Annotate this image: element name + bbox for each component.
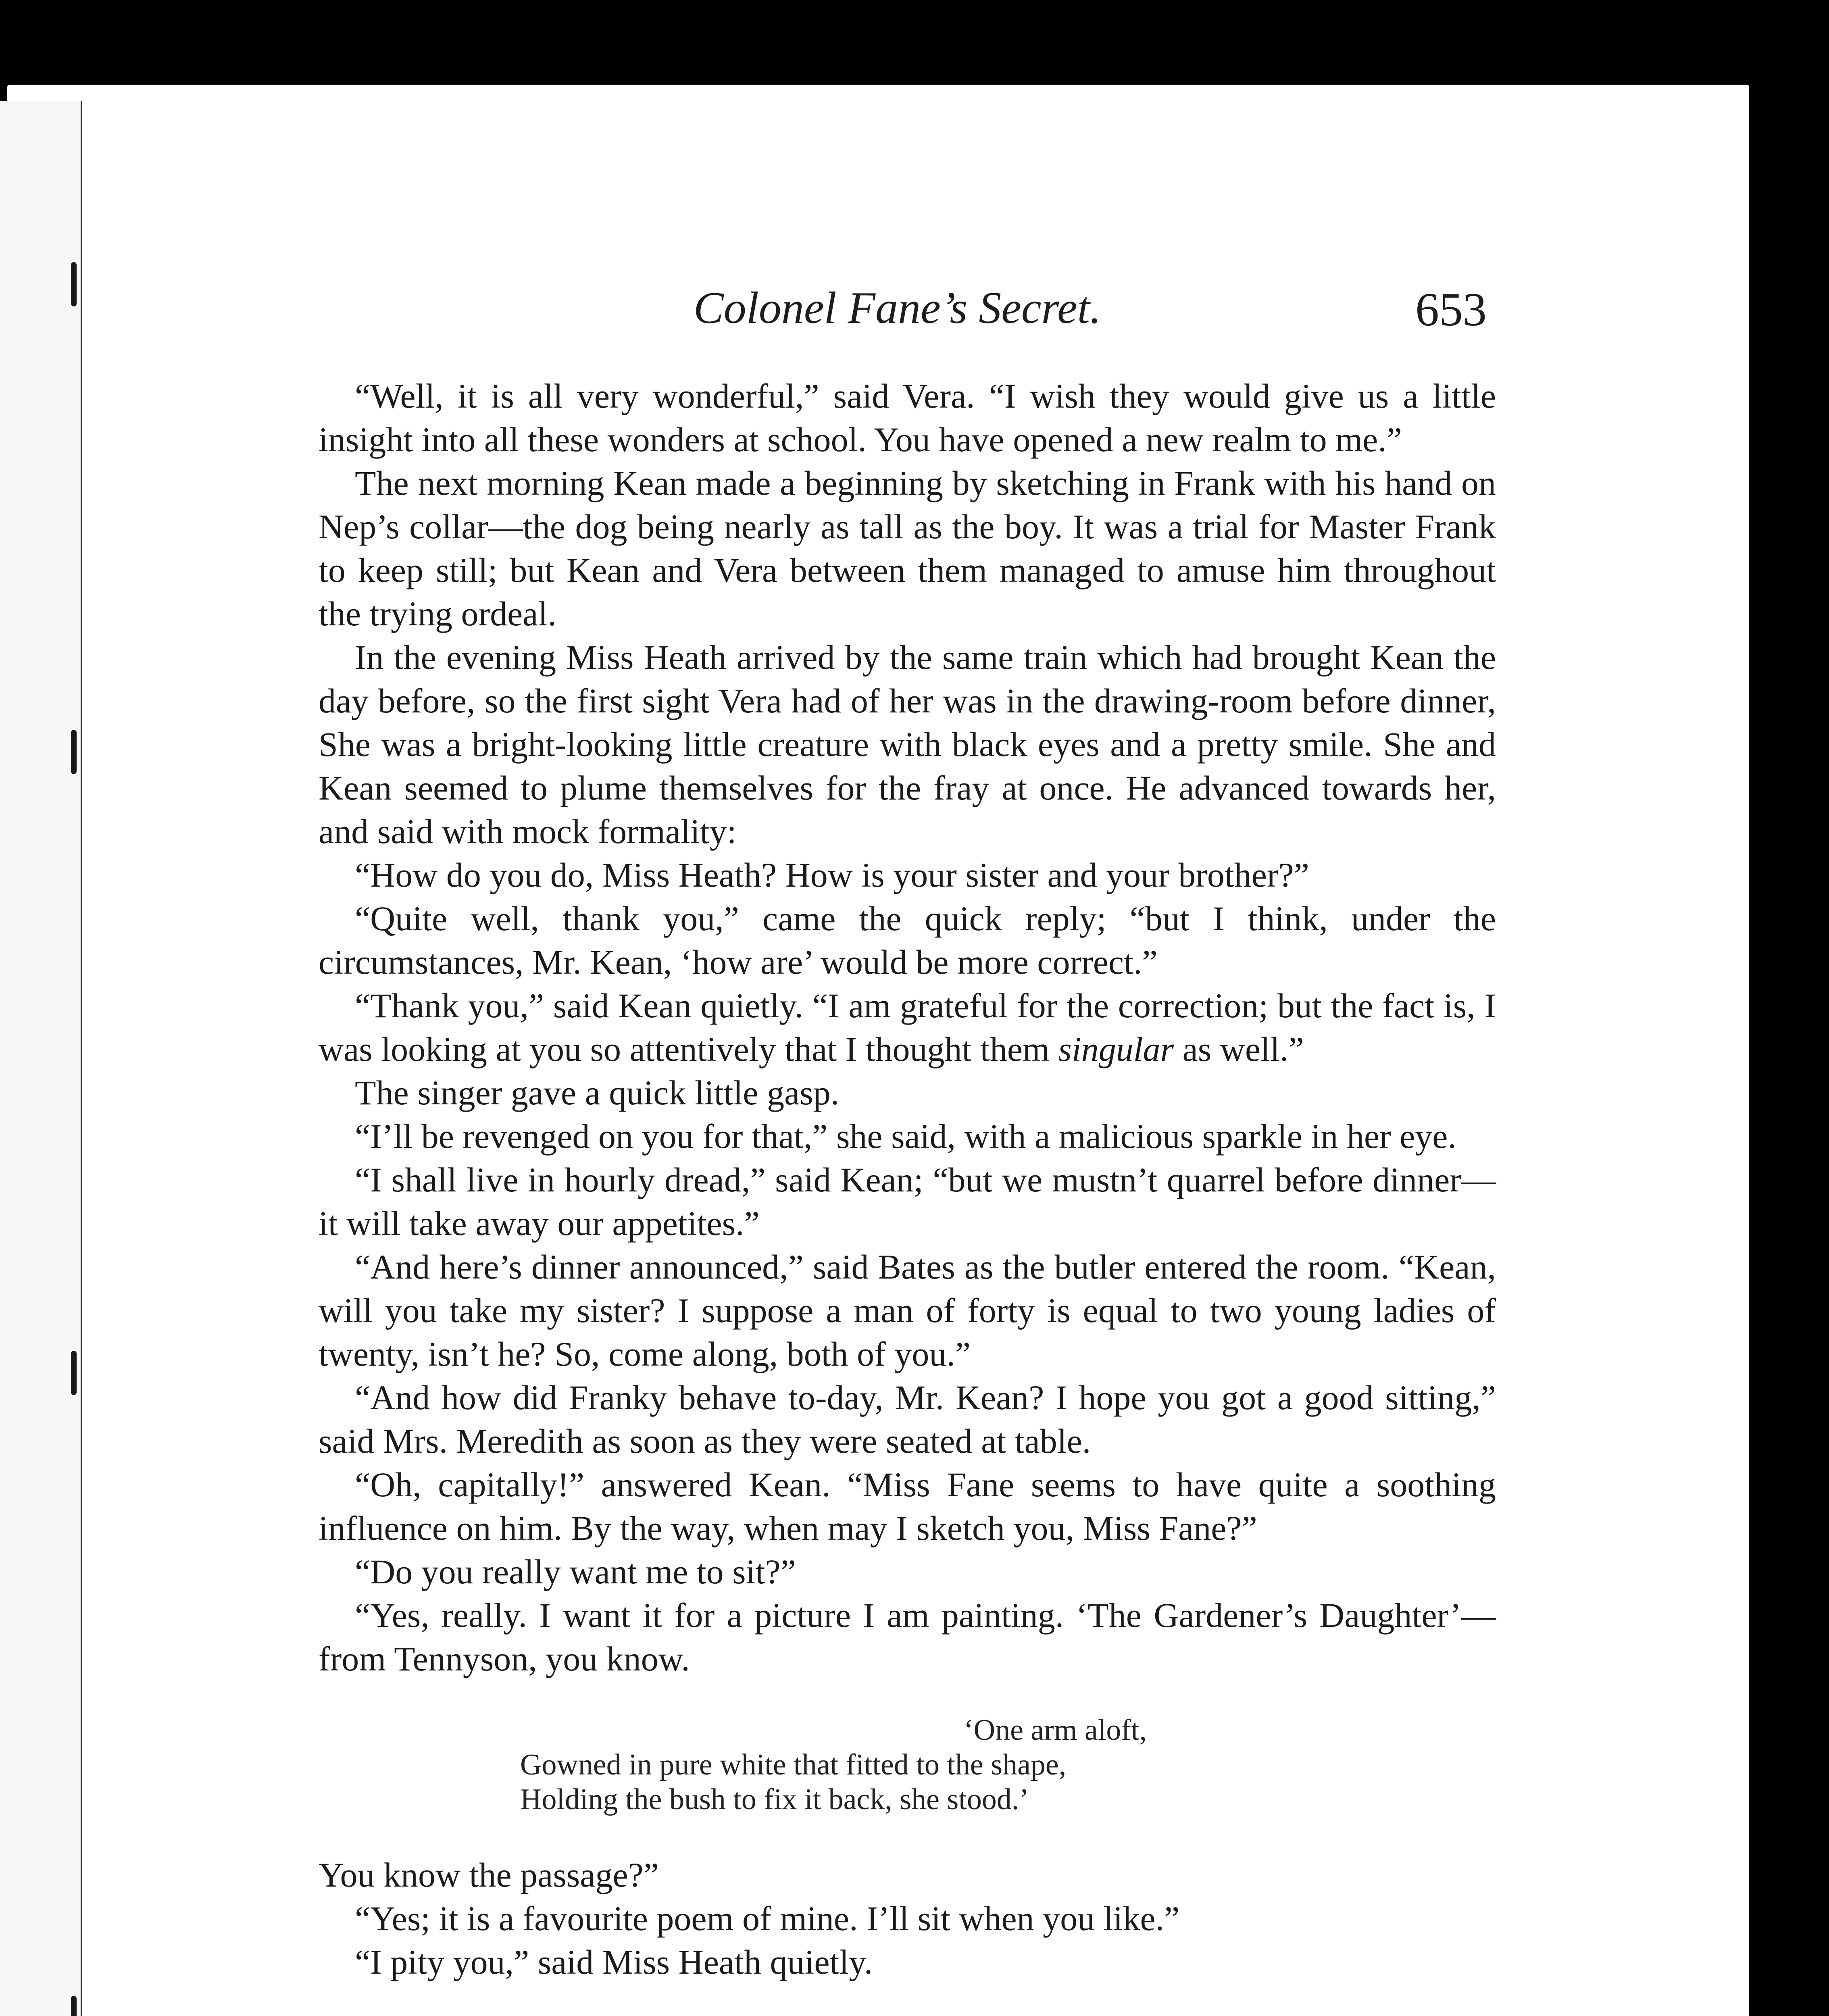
paragraph-text: as well.” — [1174, 1030, 1304, 1068]
paragraph: “I shall live in hourly dread,” said Kean; “but we mustn’t quarrel before dinner—it will take away our appetites.” — [319, 1160, 1496, 1243]
paragraph — [319, 984, 1496, 1071]
paragraph: “Well, it is all very wonderful,” said Vera. “I wish they would give us a little insight into all these wonders at school. You have opened a new realm to me.” — [319, 377, 1496, 459]
verse-line: Holding the bush to fix it back, she stood.’ — [520, 1783, 1029, 1816]
paragraph: “How do you do, Miss Heath? How is your sister and your brother?” — [355, 856, 1309, 894]
binding-mark — [71, 730, 77, 774]
verse-quotation — [319, 1713, 1496, 1817]
binding-mark — [71, 1351, 77, 1395]
paragraph-text: “Thank you,” said Kean quietly. “I am grateful for the correction; but the fact is, I was looking at you so attentively that I thought them — [319, 986, 1496, 1068]
paragraph: The next morning Kean made a beginning by sketching in Frank with his hand on Nep’s collar—the dog being nearly as tall as the boy. It was a trial for Master Frank to keep still; but Kean and Vera between them managed to amuse him throughout the trying ordeal. — [319, 464, 1496, 633]
paragraph: In the evening Miss Heath arrived by the same train which had brought Kean the day before, so the first sight Vera had of her was in the drawing-room before dinner, She was a bright-looking little creature with black eyes and a pretty smile. She and Kean seemed to plume themselves for the fray at once. He advanced towards her, and said with mock formality: — [319, 638, 1496, 851]
paragraph: You know the passage?” — [319, 1856, 659, 1894]
italic-word: singular — [1058, 1030, 1174, 1068]
paragraph: “I pity you,” said Miss Heath quietly. — [355, 1943, 873, 1981]
paragraph: “I’ll be revenged on you for that,” she said, with a malicious sparkle in her eye. — [355, 1117, 1456, 1156]
facing-page-edge — [0, 101, 82, 2016]
paragraph: “Quite well, thank you,” came the quick reply; “but I think, under the circumstances, Mr. Kean, ‘how are’ would be more correct.” — [319, 899, 1496, 981]
paragraph: “Yes; it is a favourite poem of mine. I’ll sit when you like.” — [355, 1899, 1180, 1938]
paragraph: “Oh, capitally!” answered Kean. “Miss Fane seems to have quite a soothing influence on him. By the way, when may I sketch you, Miss Fane?” — [319, 1465, 1496, 1547]
binding-mark — [71, 1996, 77, 2016]
paragraph: The singer gave a quick little gasp. — [355, 1073, 840, 1112]
paragraph: “Do you really want me to sit?” — [355, 1552, 796, 1591]
paragraph: “Yes, really. I want it for a picture I am painting. ‘The Gardener’s Daughter’—from Tennyson, you know. — [319, 1596, 1496, 1678]
body-text — [319, 374, 1496, 1984]
verse-line: ‘One arm aloft, — [964, 1714, 1147, 1747]
paragraph: “And how did Franky behave to-day, Mr. Kean? I hope you got a good sitting,” said Mrs. Meredith as soon as they were seated at table. — [319, 1378, 1496, 1460]
page-number: 653 — [1415, 283, 1487, 336]
verse-line: Gowned in pure white that fitted to the shape, — [520, 1748, 1067, 1781]
paragraph: “And here’s dinner announced,” said Bates as the butler entered the room. “Kean, will you take my sister? I suppose a man of forty is equal to two young ladies of twenty, isn’t he? So, come along, both of you.” — [319, 1248, 1496, 1373]
running-head — [0, 282, 1829, 339]
running-title: Colonel Fane’s Secret. — [694, 283, 1101, 333]
